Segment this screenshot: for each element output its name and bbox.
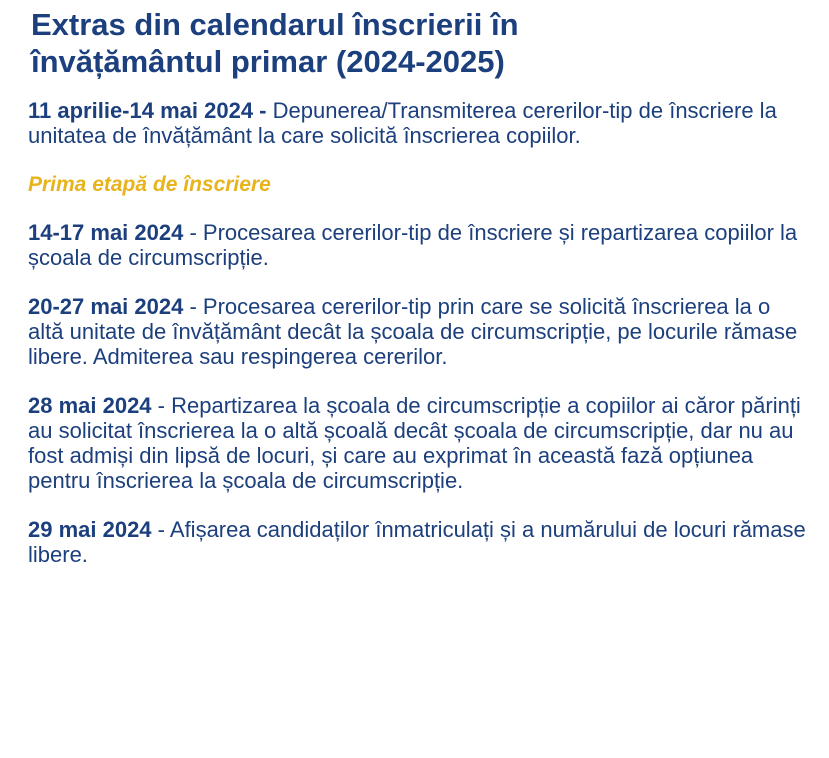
entry-text: Depunerea/Transmiterea cererilor-tip de înscriere la unitatea de învățământ la care solicită înscrierea copiilor. [28,98,777,148]
calendar-entry [28,294,809,369]
calendar-entry [28,220,809,270]
entry-separator: - [151,393,172,418]
entry-separator: - [183,294,203,319]
entry-date: 14-17 mai 2024 [28,220,184,245]
stage-heading: Prima etapă de înscriere [28,173,271,196]
entry-separator: - [183,220,203,245]
page-title: Extras din calendarul înscrierii în învățământul primar (2024-2025) [31,7,519,79]
entry-date: 20-27 mai 2024 [28,294,184,319]
entry-separator: - [151,517,170,542]
entry-date: 29 mai 2024 [28,517,152,542]
entry-text: Procesarea cererilor-tip prin care se solicită înscrierea la o altă unitate de învățământ decât la școala de circumscripție, pe locurile rămase libere. Admiterea sau respingerea cererilor. [28,294,798,369]
entry-date: 28 mai 2024 [28,393,152,418]
entry-text: Repartizarea la școala de circumscripție a copiilor ai căror părinți au solicitat înscrierea la o altă școală decât școala de circumscripție, dar nu au fost admiși din lipsă de locuri, și care au exprimat în această fază opțiunea pentru înscrierea la școala de circumscripție. [28,393,801,493]
entry-date: 11 aprilie-14 mai 2024 [28,98,254,123]
calendar-entry [28,98,809,148]
entry-text: Afișarea candidaților înmatriculați și a numărului de locuri rămase libere. [28,517,806,567]
calendar-entry [28,517,809,567]
entry-text: Procesarea cererilor-tip de înscriere și repartizarea copiilor la școala de circumscripție. [28,220,798,270]
entry-separator: - [253,98,273,123]
calendar-entry [28,393,809,493]
